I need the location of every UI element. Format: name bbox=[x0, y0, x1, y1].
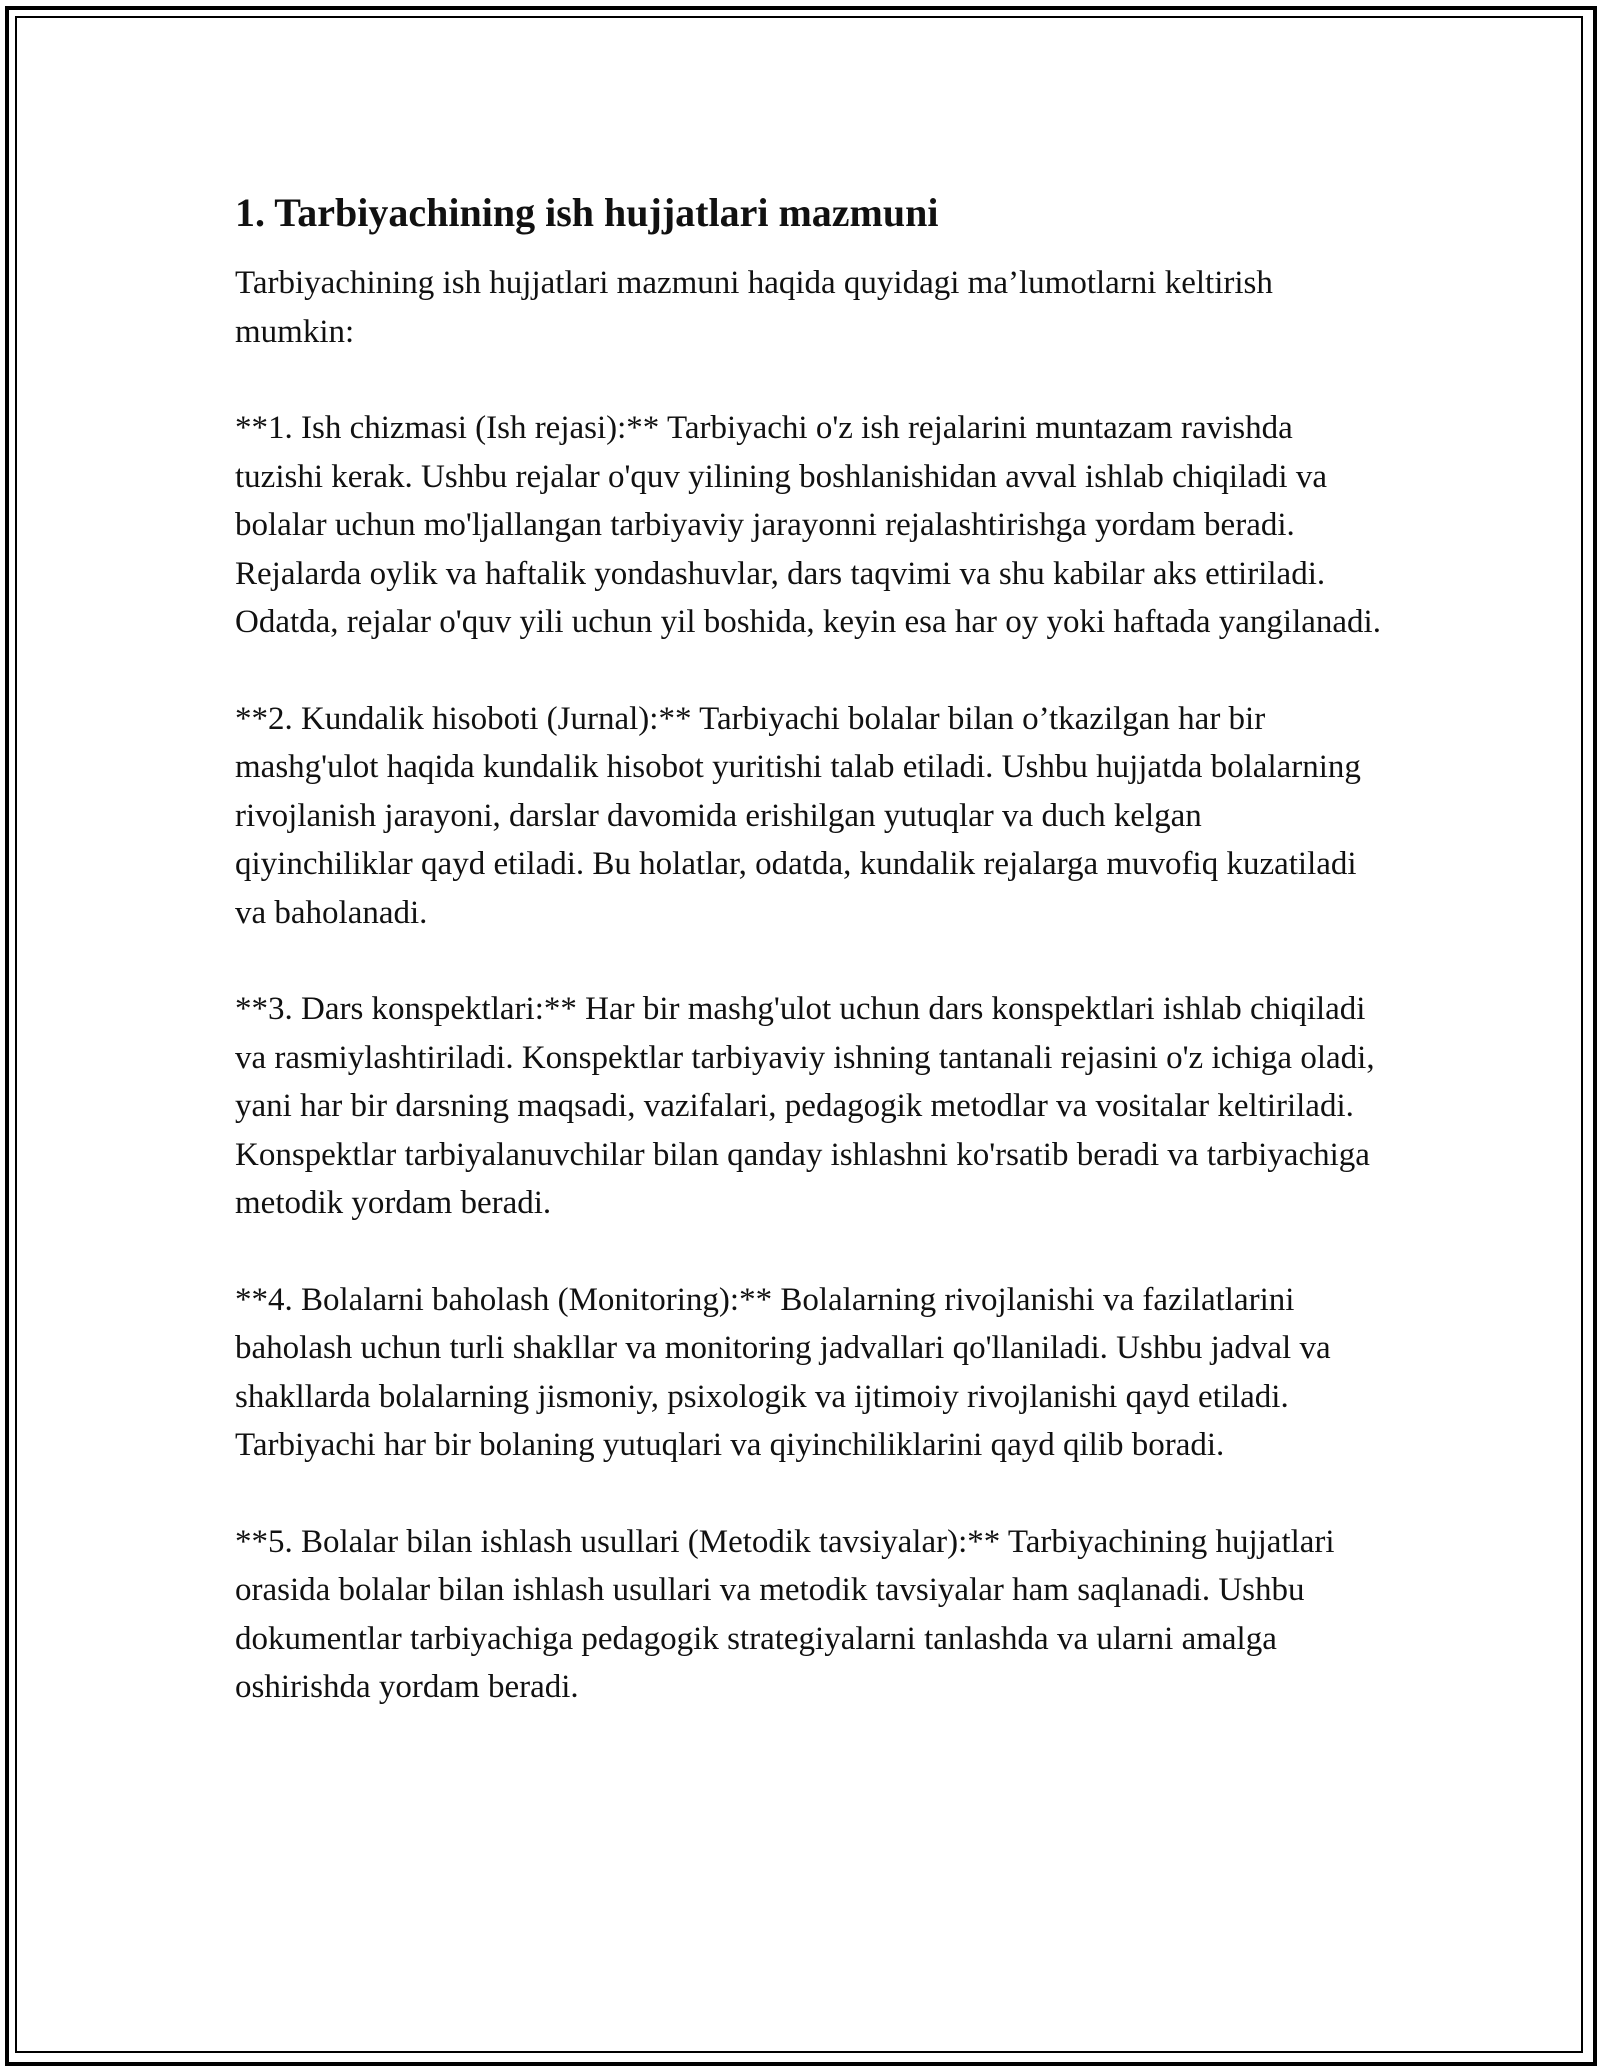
paragraph-monitoring: **4. Bolalarni baholash (Monitoring):** Bolalarning rivojlanishi va fazilatlarini baholash uchun turli shakllar va monitoring jadvallari qo'llaniladi. Ushbu jadval va shakllarda bolalarning jismoniy, psixologik va ijtimoiy rivojlanishi qayd etiladi. Tarbiyachi har bir bolaning yutuqlari va qiyinchiliklarini qayd qilib boradi. bbox=[235, 1281, 1331, 1463]
paragraph-ish-rejasi: **1. Ish chizmasi (Ish rejasi):** Tarbiyachi o'z ish rejalarini muntazam ravishda tuzishi kerak. Ushbu rejalar o'quv yilining boshlanishidan avval ishlab chiqiladi va bolalar uchun mo'ljallangan tarbiyaviy jarayonni rejalashtirishga yordam beradi. Rejalarda oylik va haftalik yondashuvlar, dars taqvimi va shu kabilar aks ettiriladi. Odatda, rejalar o'quv yili uchun yil boshida, keyin esa har oy yoki haftada yangilanadi. bbox=[235, 410, 1381, 640]
document-body bbox=[235, 185, 1385, 1760]
intro-paragraph: Tarbiyachining ish hujjatlari mazmuni haqida quyidagi ma’lumotlarni keltirish mumkin: bbox=[235, 265, 1273, 350]
document-heading: 1. Tarbiyachining ish hujjatlari mazmuni bbox=[235, 190, 939, 235]
paragraph-metodik-tavsiyalar: **5. Bolalar bilan ishlash usullari (Metodik tavsiyalar):** Tarbiyachining hujjatlari orasida bolalar bilan ishlash usullari va metodik tavsiyalar ham saqlanadi. Ushbu dokumentlar tarbiyachiga pedagogik strategiyalarni tanlashda va ularni amalga oshirishda yordam beradi. bbox=[235, 1523, 1335, 1705]
paragraph-kundalik-hisoboti: **2. Kundalik hisoboti (Jurnal):** Tarbiyachi bolalar bilan o’tkazilgan har bir mashg'ulot haqida kundalik hisobot yuritishi talab etiladi. Ushbu hujjatda bolalarning rivojlanish jarayoni, darslar davomida erishilgan yutuqlar va duch kelgan qiyinchiliklar qayd etiladi. Bu holatlar, odatda, kundalik rejalarga muvofiq kuzatiladi va baholanadi. bbox=[235, 700, 1361, 931]
paragraph-dars-konspektlari: **3. Dars konspektlari:** Har bir mashg'ulot uchun dars konspektlari ishlab chiqiladi va rasmiylashtiriladi. Konspektlar tarbiyaviy ishning tantanali rejasini o'z ichiga oladi, yani har bir darsning maqsadi, vazifalari, pedagogik metodlar va vositalar keltiriladi. Konspektlar tarbiyalanuvchilar bilan qanday ishlashni ko'rsatib beradi va tarbiyachiga metodik yordam beradi. bbox=[235, 991, 1375, 1221]
